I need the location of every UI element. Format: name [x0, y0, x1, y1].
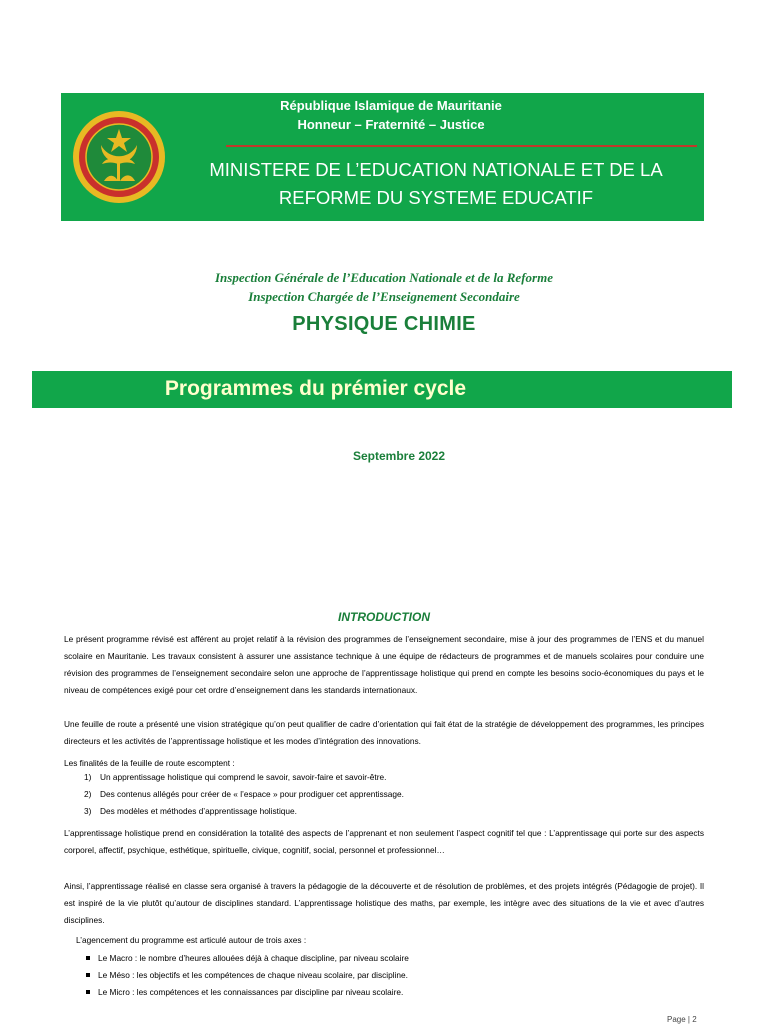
inspection-secondary: Inspection Chargée de l’Enseignement Secondaire: [248, 289, 520, 304]
list-item-text: Le Macro : le nombre d’heures allouées déjà à chaque discipline, par niveau scolaire: [98, 953, 409, 963]
inspection-general: Inspection Générale de l’Education Nationale et de la Reforme: [215, 270, 553, 285]
republic-heading: [211, 96, 571, 134]
list-number: 2): [84, 789, 92, 799]
national-motto: Honneur – Fraternité – Justice: [297, 117, 485, 132]
intro-paragraph-1: Le présent programme révisé est afférent au projet relatif à la révision des programmes de l’enseignement secondaire, mise à jour des programmes de l’ENS et du manuel scolaire en Mauritanie. Les travaux consistent à assurer une assistance technique à une équipe de rédacteurs de programmes et de manuels scolaires pour conduire une révision des programmes de l’enseignement secondaire selon une approche de l’apprentissage holistique qui prend en compte les besoins socio-économiques du pays et le niveau de compétences exigé pour cet ordre d’enseignement dans les standards internationaux.: [64, 634, 704, 695]
bullet-icon: [86, 990, 90, 994]
bullet-icon: [86, 973, 90, 977]
finalities-list: [84, 769, 404, 820]
ministry-line-2: REFORME DU SYSTEME EDUCATIF: [278, 187, 594, 208]
list-item: [86, 967, 409, 984]
list-item-text: Un apprentissage holistique qui comprend le savoir, savoir-faire et savoir-être.: [100, 772, 387, 782]
intro-paragraph-5: Ainsi, l’apprentissage réalisé en classe sera organisé à travers la pédagogie de la découverte et de résolution de problèmes, et des projets intégrés (Pédagogie de projet). Il est inspiré de la vie plutôt qu’autour de disciplines standard. L’apprentissage holistique des maths, par exemple, les intègre avec des situations de la vie et avec d’autres disciplines.: [64, 881, 704, 925]
intro-paragraph-6: L’agencement du programme est articulé autour de trois axes :: [76, 935, 307, 945]
list-item: [84, 803, 404, 820]
republic-name: République Islamique de Mauritanie: [280, 98, 502, 113]
list-item: [86, 984, 409, 1001]
list-number: 3): [84, 806, 92, 816]
intro-paragraph-4: L’apprentissage holistique prend en considération la totalité des aspects de l’apprenant et non seulement l’aspect cognitif tel que : L’apprentissage qui porte sur des aspects corporel, affectif, psychique, esthétique, spirituelle, civique, cognitif, social, personnel et professionnel…: [64, 828, 704, 855]
document-date: Septembre 2022: [352, 449, 446, 463]
program-banner: [32, 371, 732, 408]
intro-paragraph-3: Les finalités de la feuille de route escomptent :: [64, 758, 235, 768]
list-item: [84, 769, 404, 786]
page-number: Page | 2: [667, 1015, 697, 1024]
intro-paragraph-2: Une feuille de route a présenté une vision stratégique qu’on peut qualifier de cadre d’orientation qui fait état de la stratégie de développement des programmes, les principes directeurs et les activités de l’apprentissage holistique et les modes d’intégration des innovations.: [64, 719, 704, 746]
list-item-text: Des contenus allégés pour créer de « l’espace » pour prodiguer cet apprentissage.: [100, 789, 404, 799]
list-item: [86, 950, 409, 967]
mauritania-seal-icon: [71, 109, 167, 205]
list-item-text: Des modèles et méthodes d’apprentissage holistique.: [100, 806, 297, 816]
list-item-text: Le Méso : les objectifs et les compétences de chaque niveau scolaire, par discipline.: [98, 970, 408, 980]
list-number: 1): [84, 772, 92, 782]
header-banner: [61, 93, 704, 221]
ministry-name: [191, 156, 681, 212]
header-divider: [226, 145, 697, 147]
introduction-heading: INTRODUCTION: [338, 610, 430, 624]
list-item-text: Le Micro : les compétences et les connaissances par discipline par niveau scolaire.: [98, 987, 404, 997]
program-title: Programmes du prémier cycle: [164, 377, 467, 400]
ministry-line-1: MINISTERE DE L’EDUCATION NATIONALE ET DE LA: [209, 159, 663, 180]
axes-list: [86, 950, 409, 1001]
bullet-icon: [86, 956, 90, 960]
subject-title: PHYSIQUE CHIMIE: [292, 313, 476, 335]
list-item: [84, 786, 404, 803]
